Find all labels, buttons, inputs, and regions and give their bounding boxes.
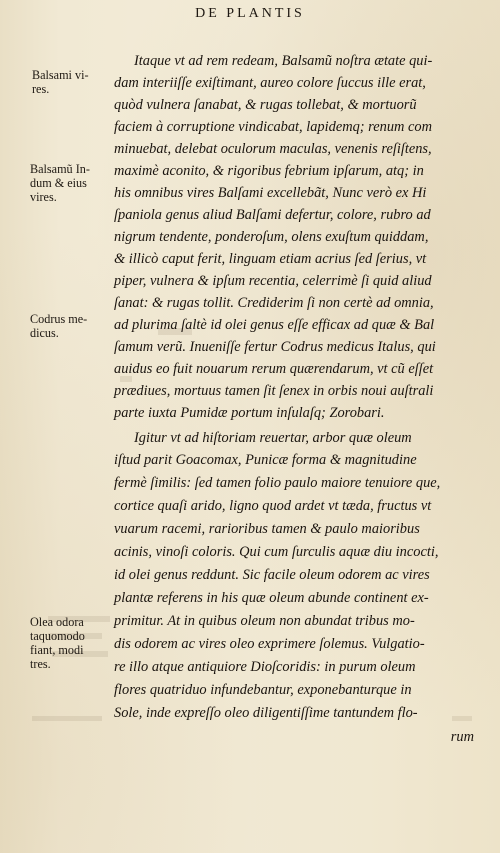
body-line: prædiues, mortuus tamen ſit ſenex in orbis noui auſtrali [114,383,434,399]
body-line: cortice quaſi arido, ligno quod ardet vt tæda, fructus vt [114,498,432,514]
body-line: ſamum verũ. Inueniſſe fertur Codrus medicus Italus, qui [114,339,436,355]
margin-note-line: vires. [30,190,57,204]
body-line: ad plurima ſaltè id olei genus eſſe efficax ad quæ & Bal [114,317,435,333]
body-line: dis odorem ac vires oleo exprimere ſolemus. Vulgatio- [114,636,425,652]
body-line: acinis, vinoſi coloris. Qui cum ſurculis aquæ diu incocti, [114,544,439,560]
body-line: fermè ſimilis: ſed tamen folio paulo maiore tenuiore que, [114,475,441,491]
body-line: flores quatriduo infundebantur, exponebanturque in [114,682,412,698]
body-line: Sole, inde expreſſo oleo diligentiſſime tantundem flo- [114,705,418,721]
body-line: primitur. At in quibus oleum non abundat tribus mo- [114,613,415,629]
margin-note-line: Olea odora [30,615,84,629]
margin-note-balsamu-indum [30,162,90,204]
margin-note-line: taquomodo [30,629,85,643]
margin-note-line: dum & eius [30,176,87,190]
body-line: ſanat: & rugas tollit. Crediderim ſi non certè ad omnia, [114,295,434,311]
body-line: vuarum racemi, rarioribus tamen & paulo maioribus [114,521,420,537]
margin-note-balsami-vires [32,68,89,96]
margin-note-codrus-medicus [30,312,87,340]
body-line: iſtud parit Goacomax, Punicæ forma & magnitudine [114,452,417,468]
margin-note-line: Codrus me- [30,312,88,326]
body-line: Itaque vt ad rem redeam, Balsamũ noſtra ætate qui- [134,53,433,69]
margin-note-olea-odora [30,615,85,671]
body-line: plantæ referens in his quæ oleum abunde continent ex- [114,590,429,606]
margin-note-line: fiant, modi [30,643,84,657]
body-line: auidus eo fuit nouarum rerum quærendarum, vt cũ eſſet [114,361,434,377]
body-line: minuebat, delebat oculorum maculas, venenis reſiſtens, [114,141,432,157]
body-line: parte iuxta Pumidæ portum inſulaſq; Zorobari. [114,405,385,421]
running-head: DE PLANTIS [195,6,305,21]
body-line: nigrum tendente, ponderoſum, olens exuſtum quiddam, [114,229,429,245]
body-line: quòd vulnera ſanabat, & rugas tollebat, & mortuorũ [114,97,417,113]
margin-note-line: Balsami vi- [32,68,89,82]
body-line: Igitur vt ad hiſtoriam reuertar, arbor quæ oleum [134,430,412,446]
margin-note-line: tres. [30,657,51,671]
body-line: his omnibus vires Balſami excellebãt, Nunc verò ex Hi [114,185,427,201]
margin-note-line: res. [32,82,50,96]
body-line: piper, vulnera & ipſum recentia, celerrimè ſi quid aliud [114,273,432,289]
body-line: id olei genus reddunt. Sic facile oleum odorem ac vires [114,567,430,583]
margin-note-line: Balsamũ In- [30,162,90,176]
body-line: & illicò caput ferit, linguam etiam acrius ſed ſerius, vt [114,251,427,267]
body-line: faciem à corruptione vindicabat, lapidemq; renum com [114,119,432,135]
body-line: maximè aconito, & rigoribus febrium ipſarum, atq; in [114,163,424,179]
margin-note-line: dicus. [30,326,59,340]
body-line: dam interiiſſe exiſtimant, aureo colore ſuccus ille erat, [114,75,426,91]
body-line: re illo atque antiquiore Dioſcoridis: in purum oleum [114,659,416,675]
catchword: rum [450,729,474,745]
body-line: ſpaniola genus aliud Balſami defertur, colore, rubro ad [114,207,431,223]
